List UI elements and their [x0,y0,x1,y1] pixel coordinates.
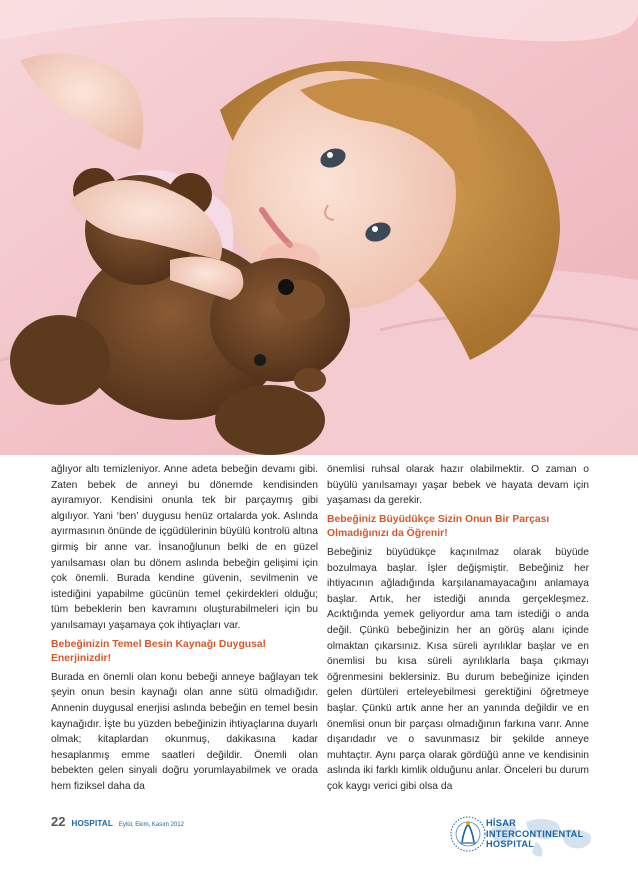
hospital-logo [448,812,598,864]
page-number: 22 [51,814,66,829]
right-text-column [327,462,589,798]
logo-text [486,818,584,850]
right-heading-1: Bebeğiniz Büyüdükçe Sizin Onun Bir Parçası Olmadığınızı da Öğrenir! [327,513,550,540]
logo-line-2: INTERCONTINENTAL [486,828,584,839]
page-footer [51,814,184,830]
left-text-column [51,462,318,798]
hisar-emblem-icon [448,812,488,856]
left-heading-1: Bebeğinizin Temel Besin Kaynağı Duygusal Enerjinizdir! [51,638,266,665]
left-paragraph-1: ağlıyor altı temizleniyor. Anne adeta bebeğin devamı gibi. Zaten bebek de anneyi bu dönemde kendisinden ayıramıyor. Kendisini onunla tek bir parçaymış gibi algılıyor. Yani ‘ben’ duygusu henüz ortalarda yok. Aslında ayırmasının önünde de içgüdülerinin büyülü kontrolü altına girmiş bir anne var. İnsanoğlunun belki de en güzel yanılsaması olan bu dönem aslında bebeğin gelişimi için çok önemli. Burada kendine güvenin, sevilmenin ve istediğini yapabilme gücünün temel çekirdekleri olduğu; tüm bebeklerin ben kavramını oluşturabilmeleri için bu yanılsamayı yaşamaya çok ihtiyaçları var. [51,464,318,631]
right-paragraph-1: önemlisi ruhsal olarak hazır olabilmektir. O zaman o büyülü yanılsamayı yaşar bebek ve hayata devam için yaşaması da gerekir. [327,464,589,507]
right-paragraph-2: Bebeğiniz büyüdükçe kaçınılmaz olarak büyüde bozulmaya başlar. İşler değişmiştir. Bebeğiniz her ihtiyacının ağladığında karşılanamayacağını anlamaya başlar. Artık, her istediği anında gerçekleşmez. Acıktığında yemek geliyordur ama tam istediği o anda değil. Çünkü bebeğinizin her an görüş alanı içinde olmaktan çıkarsınız. Kısa süreli ayrılıklar başlar ve en önemlisi bu kısa süreli ayrılıklarla başa çıkmayı öğrenmesini beklersiniz. Bu durum bebeğinize içinden gelen dürtüleri erteleyebilmesi gerektiğini öğretmeye başlar. Çünkü artık anne her an yanında değildir ve en önemlisi onun bir parçası olmadığının farkına varır. Anne dışarıdadır ve o savunmasız bir şekilde anneye muhtaçtır. Aynı parça olarak gördüğü anne ve kendisinin aslında iki farklı kimlik olduğunu anlar. Önceleri bu durum çok kaygı verici gibi olsa da [327,546,589,792]
magazine-name: HOSPITAL [71,819,113,828]
left-paragraph-2: Burada en önemli olan konu bebeği anneye bağlayan tek şeyin onun besin kaynağı olan anne sütü olmadığıdır. Annenin duygusal enerjisi aslında bebeğin en temel besin kaynağıdır. İşte bu yüzden bebeğinizin ihtiyaçlarına duyarlı olmak; kitaplardan okunmuş, dakikasına kadar hesaplanmış emme saatleri değildir. Önemli olan bebekten gelen sinyali doğru yorumlayabilmek ve orada hem fiziksel daha da [51,671,318,792]
issue-date: Eylül, Ekim, Kasım 2012 [118,822,184,828]
logo-line-3: HOSPITAL [486,839,535,850]
logo-line-1: HİSAR [486,818,517,828]
